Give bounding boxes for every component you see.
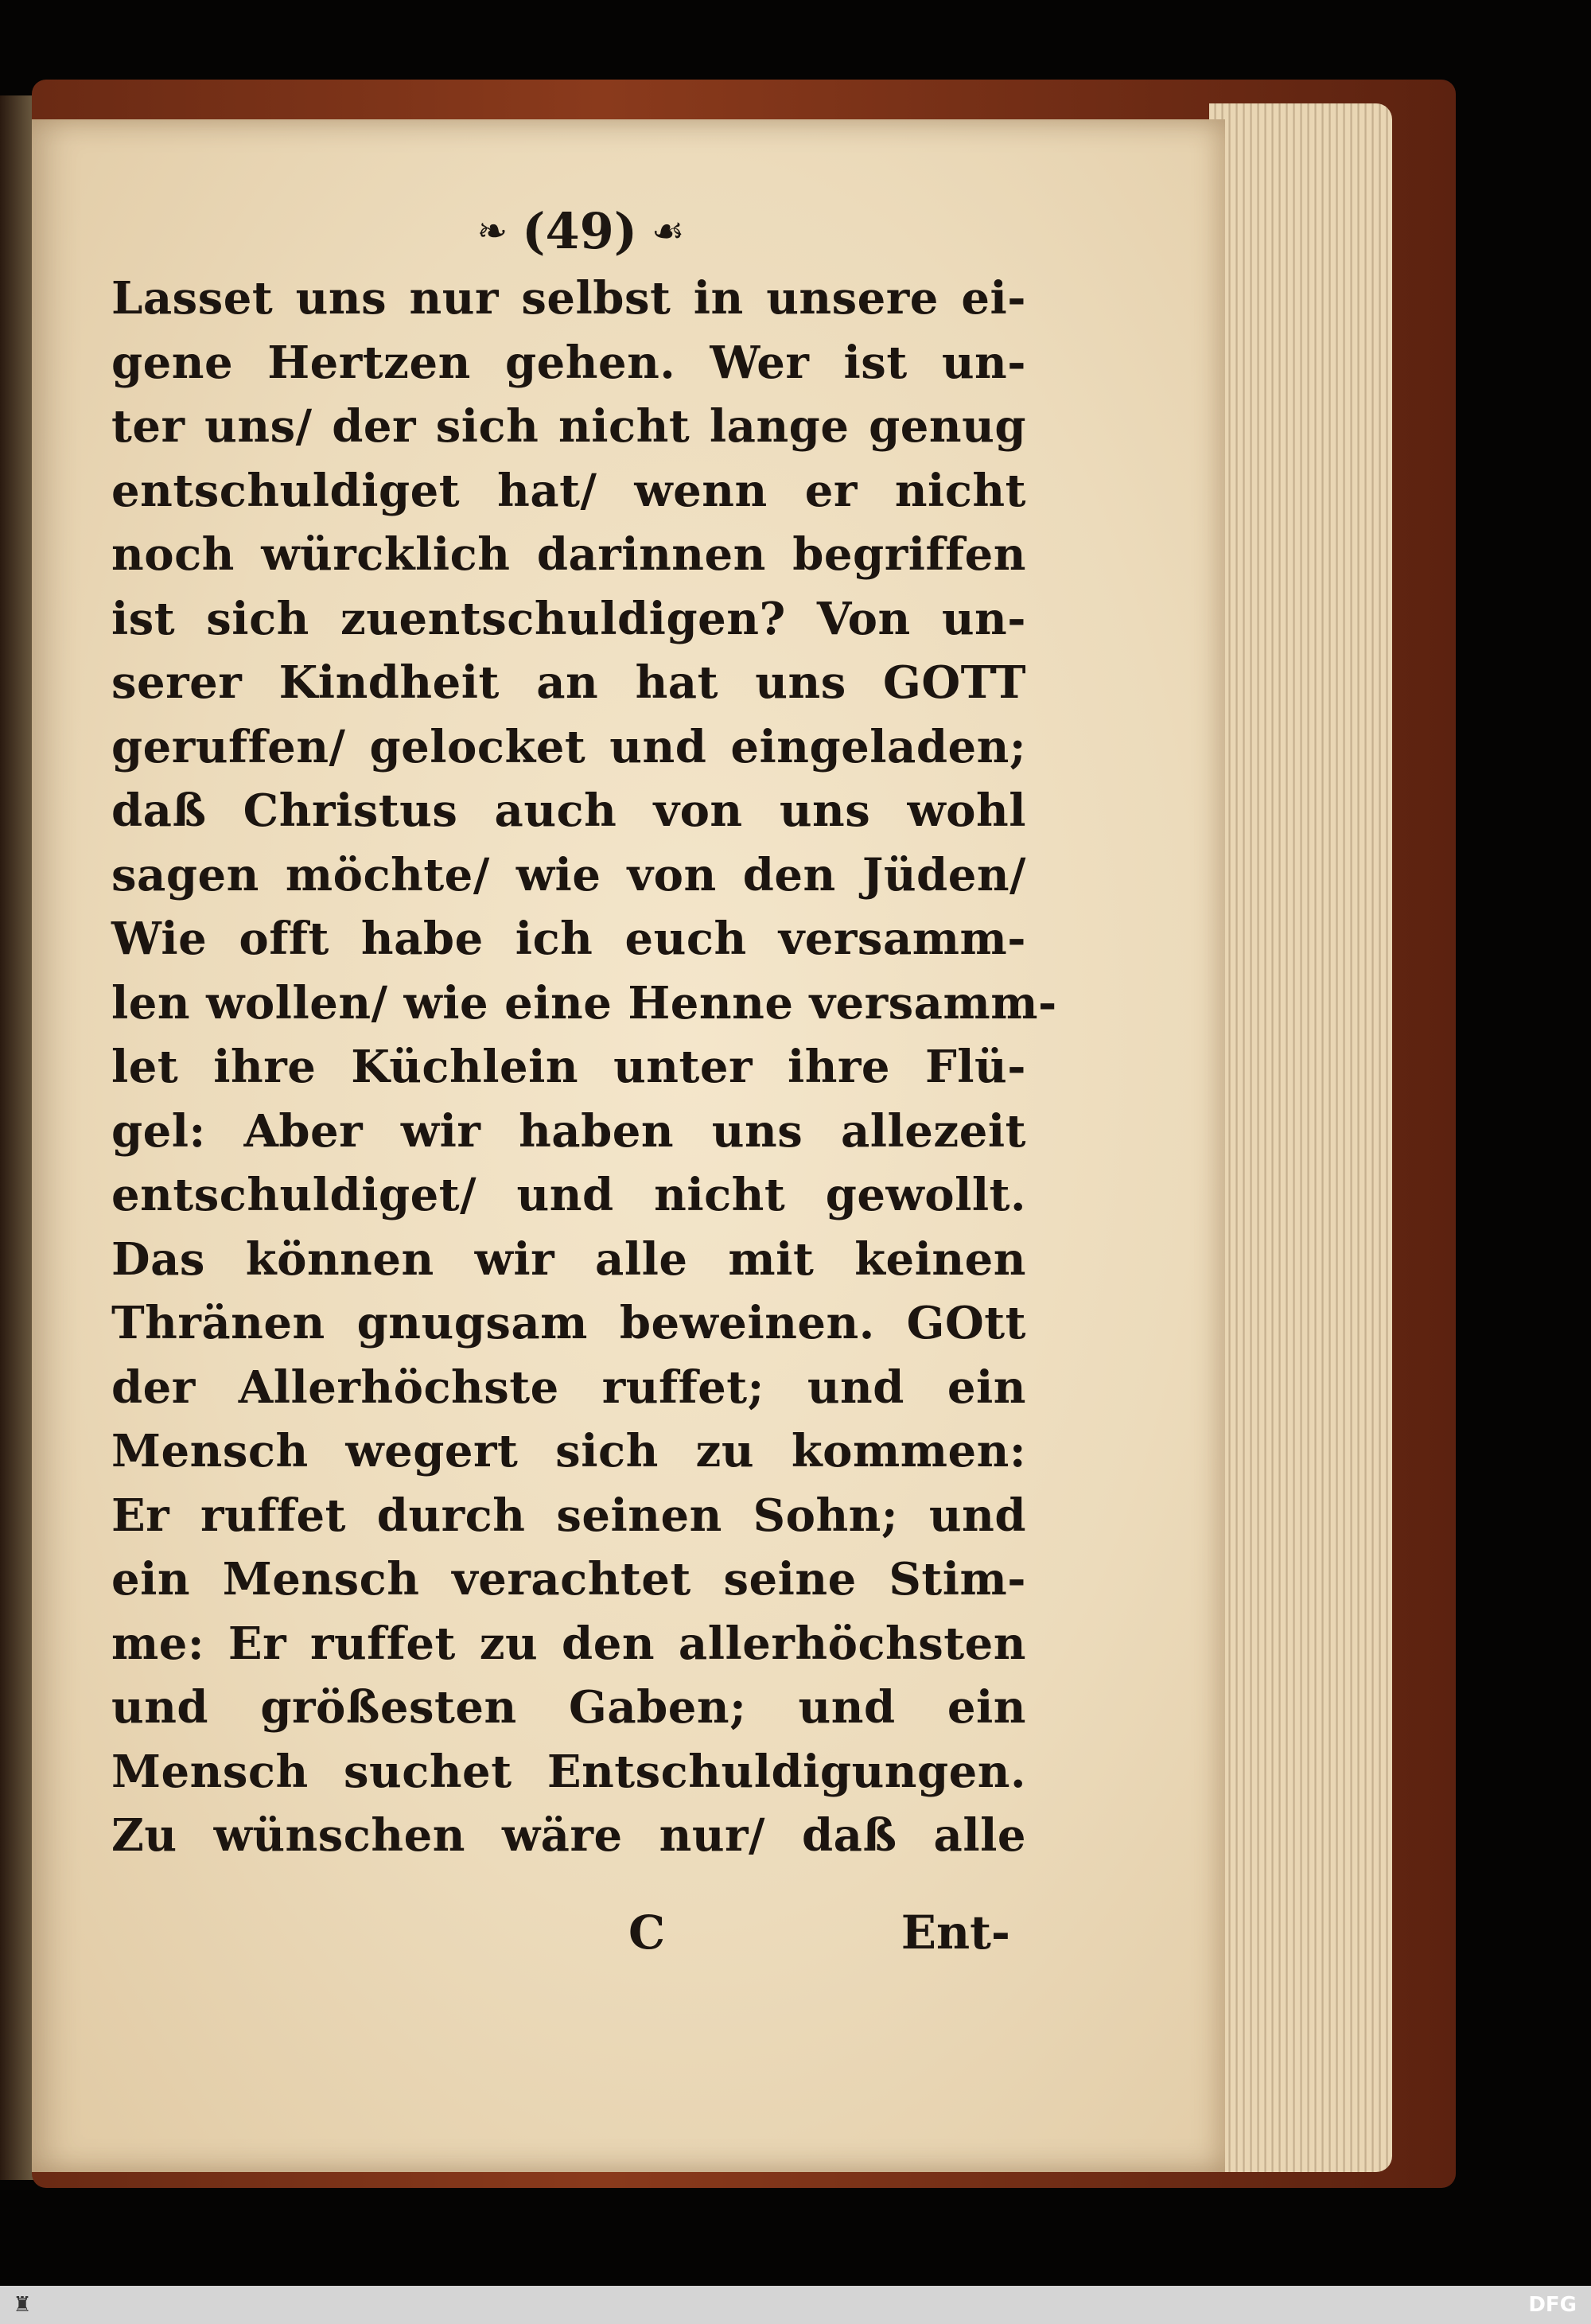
text-line: Mensch suchet Entschuldigungen. xyxy=(111,1745,1026,1798)
text-line: gene Hertzen gehen. Wer ist un- xyxy=(111,336,1026,389)
page-edges xyxy=(1209,103,1392,2172)
text-line: len wollen/ wie eine Henne versamm- xyxy=(111,976,1057,1030)
text-line: geruffen/ gelocket und eingeladen; xyxy=(111,720,1026,773)
text-line: serer Kindheit an hat uns GOTT xyxy=(111,656,1026,709)
text-line: ein Mensch verachtet seine Stim- xyxy=(111,1553,1026,1606)
text-line: noch würcklich darinnen begriffen xyxy=(111,528,1026,581)
text-line: und größesten Gaben; und ein xyxy=(111,1681,1026,1734)
page-body-text xyxy=(111,267,1057,1868)
ornament-left-icon: ❧ xyxy=(477,209,508,252)
text-line: me: Er ruffet zu den allerhöchsten xyxy=(111,1617,1026,1670)
signature-mark: C xyxy=(628,1906,666,1960)
text-line: entschuldiget hat/ wenn er nicht xyxy=(111,464,1026,517)
text-line: Mensch wegert sich zu kommen: xyxy=(111,1425,1026,1477)
text-line: daß Christus auch von uns wohl xyxy=(111,784,1026,837)
text-line: Lasset uns nur selbst in unsere ei- xyxy=(111,272,1026,325)
text-line: ter uns/ der sich nicht lange genug xyxy=(111,400,1026,453)
text-line: Das können wir alle mit keinen xyxy=(111,1232,1026,1286)
text-line: gel: Aber wir haben uns allezeit xyxy=(111,1104,1026,1158)
text-line: Thränen gnugsam beweinen. GOtt xyxy=(111,1297,1026,1349)
viewer-footer-bar xyxy=(0,2286,1591,2324)
dfg-logo: DFG xyxy=(1528,2293,1577,2317)
text-line: Wie offt habe ich euch versamm- xyxy=(111,913,1026,965)
library-logo-icon: ♜ xyxy=(13,2293,32,2317)
text-line: entschuldiget/ und nicht gewollt. xyxy=(111,1169,1026,1221)
catchword: Ent- xyxy=(901,1906,1010,1960)
page-footer xyxy=(111,1906,1010,1969)
text-line: ist sich zuentschuldigen? Von un- xyxy=(111,592,1026,645)
text-line: Er ruffet durch seinen Sohn; und xyxy=(111,1489,1026,1542)
page-header xyxy=(430,199,732,263)
page-number: (49) xyxy=(522,201,638,260)
text-line: sagen möchte/ wie von den Jüden/ xyxy=(111,848,1026,901)
text-line: Zu wünschen wäre nur/ daß alle xyxy=(111,1809,1026,1862)
ornament-right-icon: ☙ xyxy=(652,209,685,252)
text-line: der Allerhöchste ruffet; und ein xyxy=(111,1361,1026,1414)
text-line: let ihre Küchlein unter ihre Flü- xyxy=(111,1041,1026,1093)
